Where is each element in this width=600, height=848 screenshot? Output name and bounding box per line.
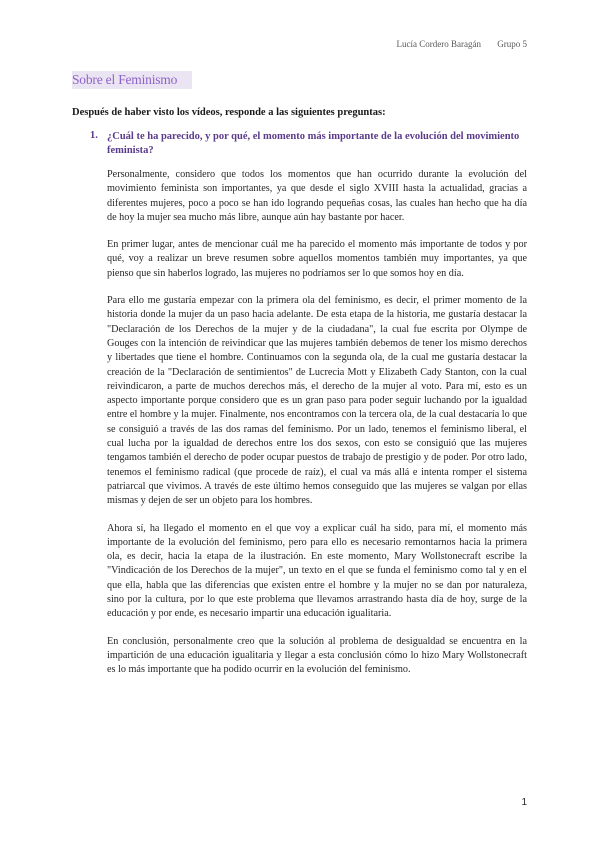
page-header	[383, 39, 527, 49]
paragraph: Personalmente, considero que todos los momentos que han ocurrido durante la evolución del movimiento feminista son importantes, ya que desde el siglo XVIII hasta la actualidad, gracias a diferentes mujeres, poco a poco se han ido logrando pequeñas cosas, las cuales han hecho que ha día de hoy la mujer sea mucho más libre, aunque aún hay bastante por hacer.	[107, 169, 527, 223]
paragraph: En conclusión, personalmente creo que la solución al problema de desigualdad se encuentra en la impartición de una educación igualitaria y llegar a esta conclusión cómo lo hizo Mary Wollstonecraft es lo más importante que ha podido ocurrir en la evolución del feminismo.	[107, 635, 527, 676]
answer-body	[107, 168, 527, 691]
paragraph: Ahora sí, ha llegado el momento en el que voy a explicar cuál ha sido, para mí, el momento más importante de la evolución del feminismo, pero para ello es necesario remontarnos hacia la primera ola, es decir, hacia la etapa de la ilustración. En este momento, Mary Wollstonecraft escribe la "Vindicación de los Derechos de la mujer", un texto en el que se funda el feminismo como tal y en el que ella, habla que las diferencias que existen entre el hombre y la mujer no se dan por naturaleza, sino por la cultura, por lo que este problema que llevamos arrastrando hasta día de hoy, surge de la educación y por ende, es necesario impartir una educación igualitaria.	[107, 522, 527, 620]
page-number: 1	[521, 797, 527, 808]
instructions: Después de haber visto los vídeos, responde a las siguientes preguntas:	[72, 107, 386, 118]
group-label: Grupo 5	[497, 39, 527, 49]
paragraph: Para ello me gustaría empezar con la primera ola del feminismo, es decir, el primer momento de la historia donde la mujer da un paso hacia adelante. De esta etapa de la historia, me gustaría destacar la "Declaración de los Derechos de la mujer y de la ciudadana", la cual fue escrita por Olympe de Gouges con la intención de reivindicar que las mujeres también debemos de tener los mismo derechos y libertades que tiene el hombre. Continuamos con la segunda ola, de la cual me gustaría destacar la creación de la "Declaración de sentimientos" de Lucrecia Mott y Elizabeth Cady Stanton, con la cual reivindicaron, a parte de muchos derechos más, el derecho de la mujer al voto. Para mí, esto es un aspecto importante porque considero que es un gran paso para poder seguir luchando por la igualdad entre el hombre y la mujer. Finalmente, nos encontramos con la tercera ola, de la cual destacaría lo que se consiguió a través de las dos ramas del feminismo. Por un lado, tenemos el feminismo liberal, el cual lucha por la igualdad de derechos entre los dos sexos, con esto se consiguió que las mujeres tengamos también el derecho de poder ocupar puestos de trabajo de prestigio y de poder. Por otro lado, tenemos el feminismo radical (que procede de raíz), el cual va más allá e intenta romper el sistema patriarcal que vivimos. A través de este último hemos conseguido que las mujeres se valgan por ellas mismas y dejen de ser un objeto para los hombres.	[107, 295, 527, 507]
paragraph: En primer lugar, antes de mencionar cuál me ha parecido el momento más importante de todos y por qué, voy a realizar un breve resumen sobre aquellos momentos también muy importantes, ya que pienso que sin haberlos logrado, las mujeres no podríamos ser lo que somos hoy en día.	[107, 239, 527, 279]
page-title: Sobre el Feminismo	[72, 72, 178, 87]
question-number: 1.	[90, 130, 98, 141]
author-name: Lucía Cordero Baragán	[396, 39, 481, 49]
question-text: ¿Cuál te ha parecido, y por qué, el momento más importante de la evolución del movimiento feminista?	[107, 131, 520, 156]
